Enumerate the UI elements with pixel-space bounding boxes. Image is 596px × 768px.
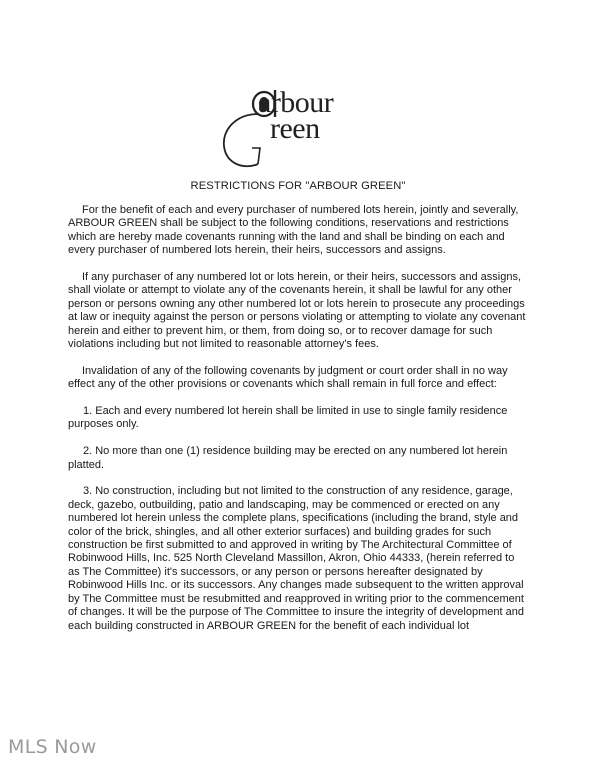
covenant-item-1: 1. Each and every numbered lot herein shall be limited in use to single family residence purposes only. (68, 405, 508, 431)
logo-word-reen: reen (270, 112, 320, 145)
logo-word-arbour: arbour (258, 86, 334, 119)
paragraph-invalidation: Invalidation of any of the following covenants by judgment or court order shall in no way effect any of the other provisions or covenants which shall remain in full force and effect: (68, 364, 508, 391)
covenant-item-3: 3. No construction, including but not limited to the construction of any residence, garage, deck, gazebo, outbuilding, patio and landscaping, may be commenced or erected on any numbered lot herein unless the complete plans, specifications (including the brand, style and color of the brick, shingles, and all other exterior surfaces) and building grades for such construction be first submitted to and approved in writing by The Architectural Committee of Robinwood Hills, Inc. 525 North Cleveland Massillon, Akron, Ohio 44333, (herein referred to as The Committee) it's successors, or any person or persons hereafter designated by Robinwood Hills Inc. or its successors. Any changes made subsequent to the written approval by The Committee must be resubmitted and reapproved in writing prior to the commencement of changes. It will be the purpose of The Committee to insure the integrity of development and each building constructed in ARBOUR GREEN for the benefit of each individual lot (68, 485, 524, 632)
document-heading: RESTRICTIONS FOR "ARBOUR GREEN" (190, 180, 406, 192)
arbour-green-logo (218, 84, 358, 174)
mls-now-watermark: MLS Now (8, 736, 97, 758)
paragraph-intro: For the benefit of each and every purchaser of numbered lots herein, jointly and severally, ARBOUR GREEN shall be subject to the following conditions, reservations and restrictions which are hereby made covenants running with the land and shall be binding on each and every purchaser of numbered lots herein, their heirs, successors and assigns. (68, 204, 519, 257)
paragraph-violation: If any purchaser of any numbered lot or lots herein, or their heirs, successors and assigns, shall violate or attempt to violate any of the covenants herein, it shall be lawful for any other person or persons owning any other numbered lot or lots herein to prosecute any proceedings at law or inequity against the person or persons violating or attempting to violate any covenant herein and either to prevent him, or them, from doing so, or to recover damage for such violations including but not limited to reasonable attorney's fees. (68, 271, 526, 351)
document-body (68, 204, 528, 646)
covenant-item-2: 2. No more than one (1) residence building may be erected on any numbered lot herein platted. (68, 445, 508, 471)
